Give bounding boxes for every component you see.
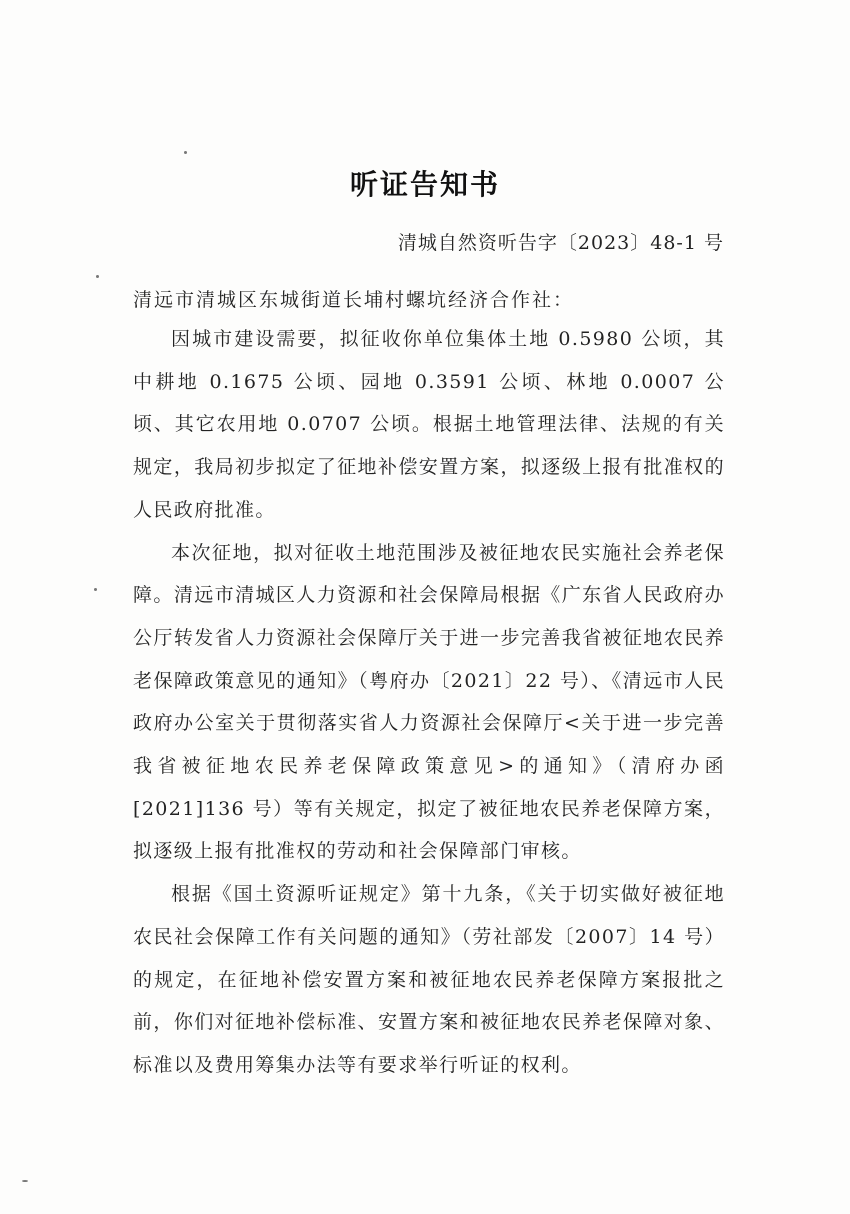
scan-speck [184, 151, 187, 154]
paragraph-hearing-rights: 根据《国土资源听证规定》第十九条，《关于切实做好被征地农民社会保障工作有关问题的通知》（劳社部发〔2007〕14 号）的规定，在征地补偿安置方案和被征地农民养老保障方案报批之前，你们对征地补偿标准、安置方案和被征地农民养老保障对象、标准以及费用筹集办法等有要求举行听证的权利。 [133, 883, 725, 1076]
scan-speck [96, 275, 99, 278]
body-text [133, 318, 725, 1087]
page-title: 听证告知书 [349, 168, 500, 201]
paragraph-social-security: 本次征地，拟对征收土地范围涉及被征地农民实施社会养老保障。清远市清城区人力资源和社会保障局根据《广东省人民政府办公厅转发省人力资源社会保障厅关于进一步完善我省被征地农民养老保障政策意见的通知》（粤府办〔2021〕22 号）、《清远市人民政府办公室关于贯彻落实省人力资源社会保障厅<关于进一步完善我省被征地农民养老保障政策意见>的通知》（清府办函[2021]136 号）等有关规定，拟定了被征地农民养老保障方案，拟逐级上报有批准权的劳动和社会保障部门审核。 [133, 541, 725, 863]
document-number: 清城自然资听告字〔2023〕48-1 号 [397, 232, 724, 254]
addressee: 清远市清城区东城街道长埔村螺坑经济合作社： [133, 289, 575, 311]
paragraph-land-acquisition: 因城市建设需要，拟征收你单位集体土地 0.5980 公顷，其中耕地 0.1675 公顷、园地 0.3591 公顷、林地 0.0007 公顷、其它农用地 0.0707 公顷。根据土地管理法律、法规的有关规定，我局初步拟定了征地补偿安置方案，拟逐级上报有批准权的人民政府批准。 [133, 328, 725, 521]
scan-speck [22, 1180, 28, 1182]
scan-speck [94, 588, 97, 591]
